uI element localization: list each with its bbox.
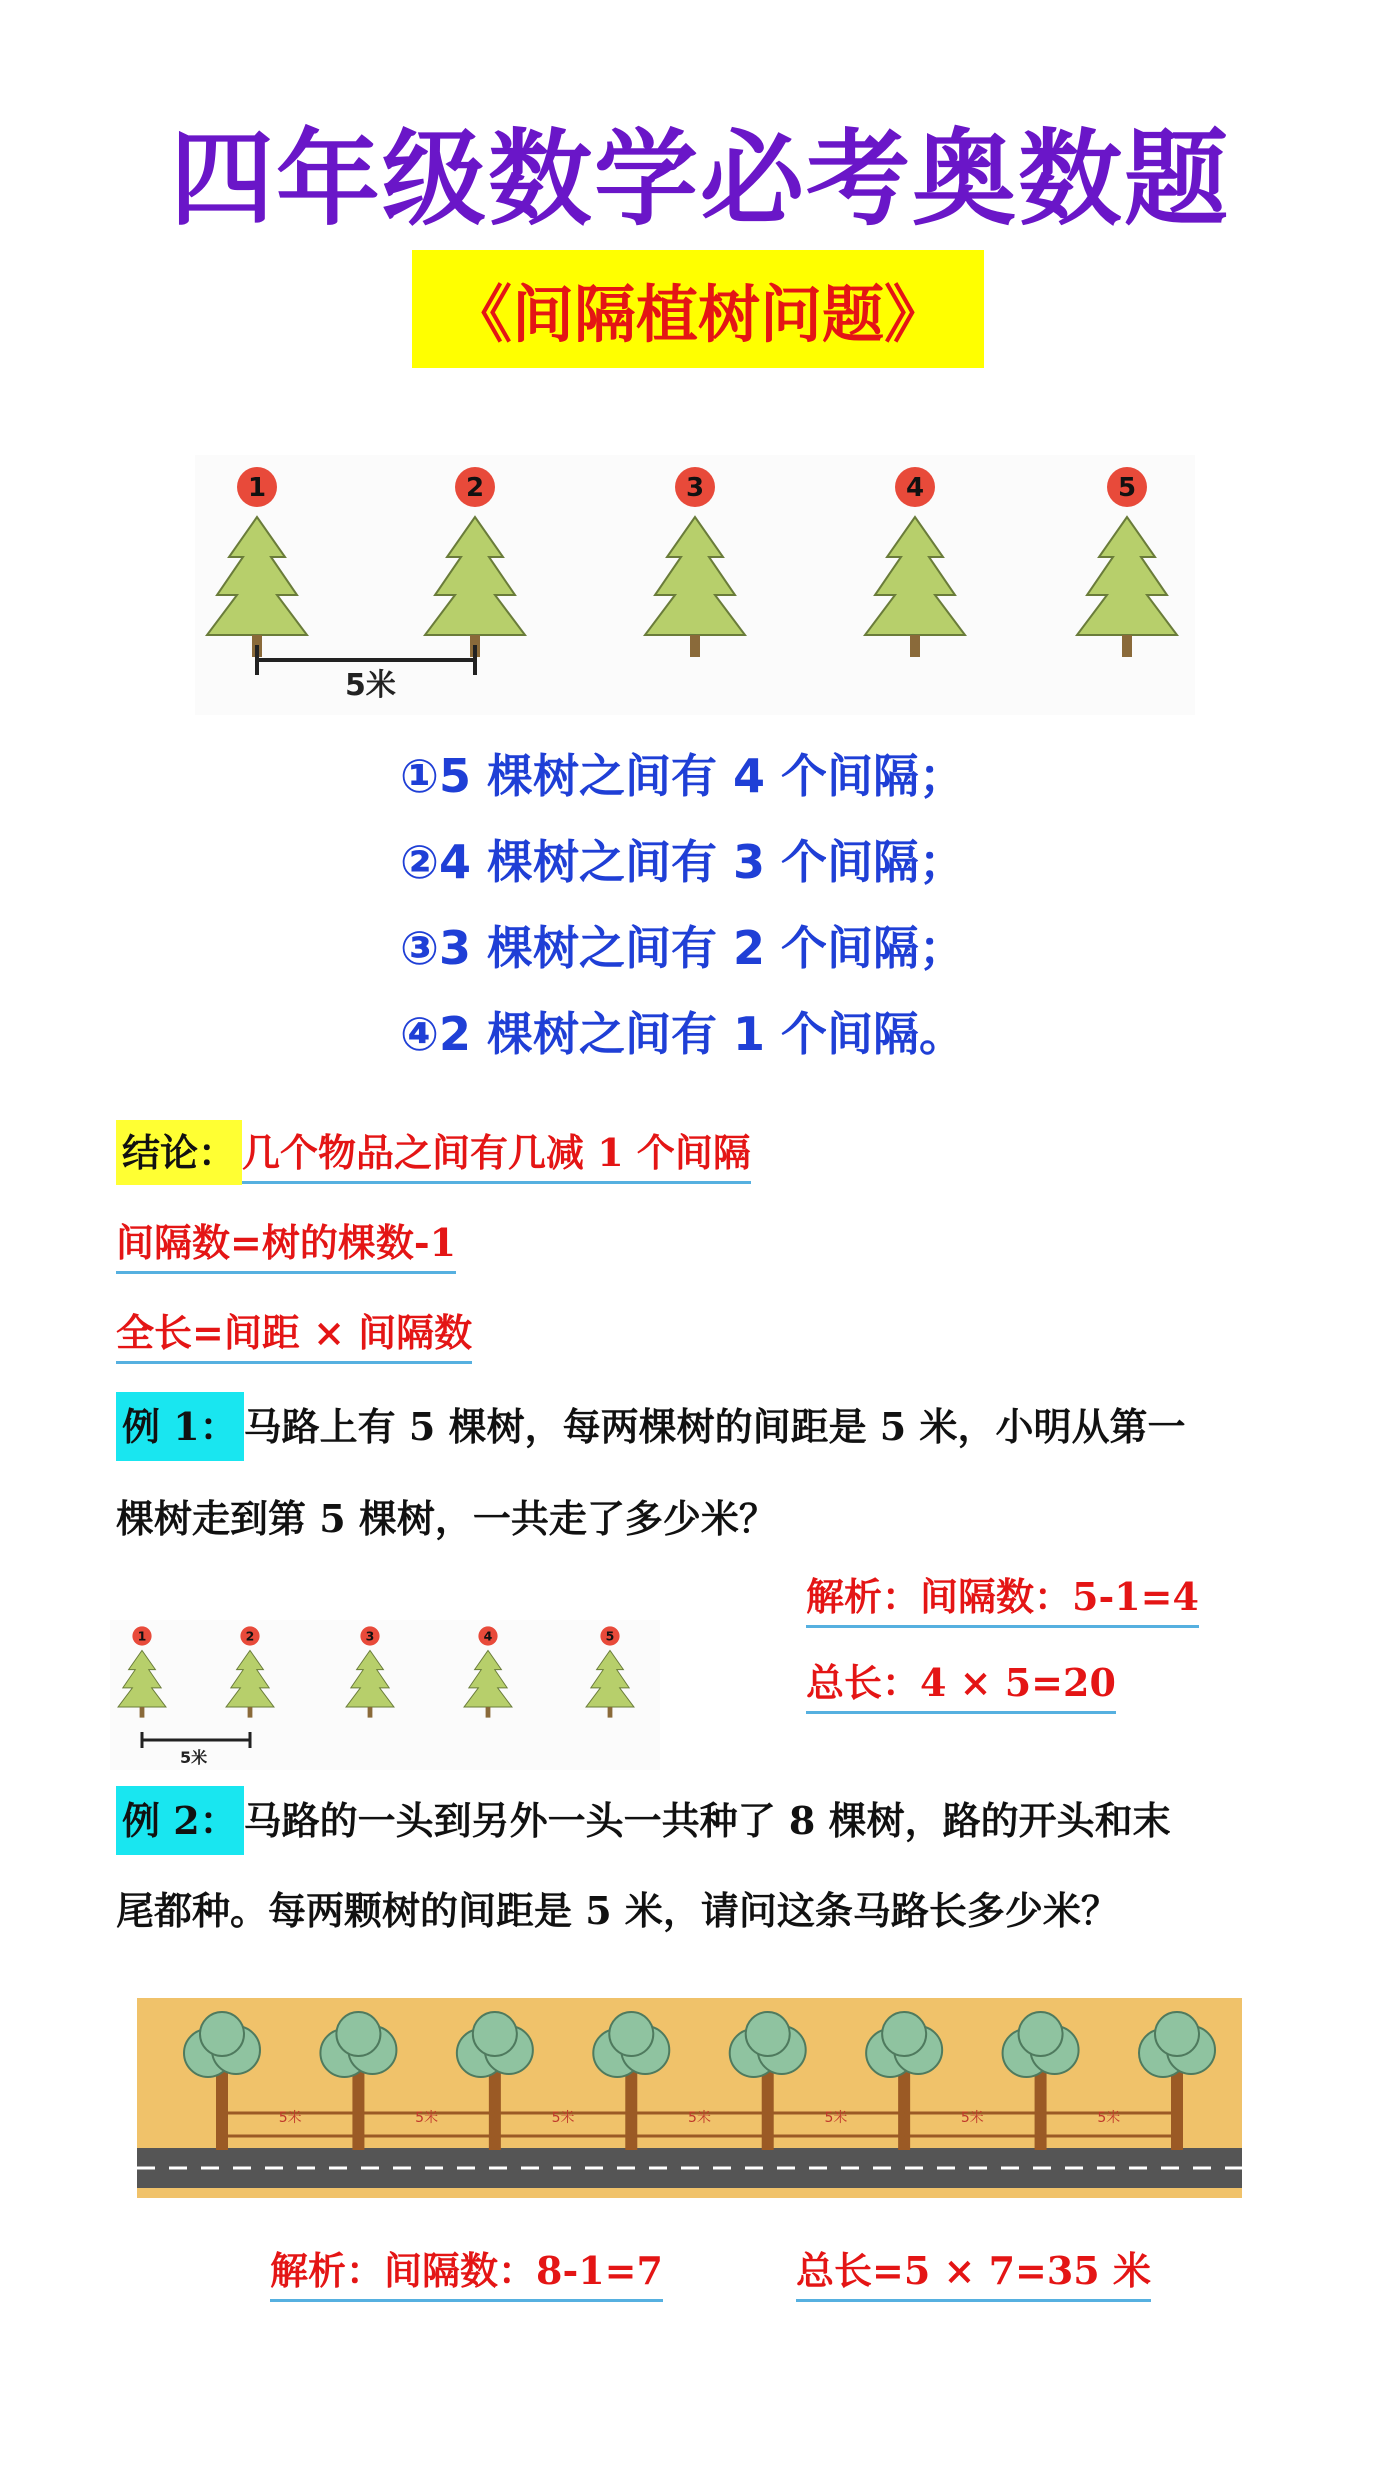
segment-label: 5米 xyxy=(278,2110,302,2126)
subtitle-banner xyxy=(412,250,984,368)
road-trees-figure xyxy=(137,1998,1242,2198)
tree-number: 4 xyxy=(905,473,925,503)
example1-total: 总长：4 × 5=20 xyxy=(806,1652,1116,1714)
example1-question-2: 棵树走到第 5 棵树，一共走了多少米？ xyxy=(116,1496,777,1541)
tree-number: 5 xyxy=(1117,473,1137,503)
example1-question-1: 马路上有 5 棵树，每两棵树的间距是 5 米，小明从第一 xyxy=(243,1404,1186,1449)
tree-number: 3 xyxy=(685,473,705,503)
tree-number: 2 xyxy=(245,1628,255,1644)
subtitle-text: 《间隔植树问题》 xyxy=(449,277,946,351)
tree-number: 4 xyxy=(483,1628,493,1644)
segment-label: 5米 xyxy=(551,2110,575,2126)
conclusion-label: 结论： xyxy=(116,1120,242,1185)
segment-label: 5米 xyxy=(960,2110,984,2126)
tree-number: 5 xyxy=(605,1628,615,1644)
example2-analysis: 解析：间隔数：8-1=7 xyxy=(270,2240,663,2302)
tree-number: 2 xyxy=(465,473,485,503)
interval-item-4: ④2 棵树之间有 1 个间隔。 xyxy=(400,1007,966,1061)
tree-number: 3 xyxy=(365,1628,375,1644)
tree-number: 1 xyxy=(137,1628,147,1644)
segment-label: 5米 xyxy=(824,2110,848,2126)
tree-number: 1 xyxy=(247,473,267,503)
example1-label: 例 1： xyxy=(116,1392,244,1461)
example2-total: 总长=5 × 7=35 米 xyxy=(796,2240,1151,2302)
interval-item-3: ③3 棵树之间有 2 个间隔； xyxy=(400,921,966,975)
conclusion-text: 几个物品之间有几减 1 个间隔 xyxy=(242,1130,751,1175)
formula-interval-count: 间隔数=树的棵数-1 xyxy=(116,1212,456,1274)
example2-question-2: 尾都种。每两颗树的间距是 5 米，请问这条马路长多少米？ xyxy=(116,1888,1119,1933)
page-title: 四年级数学必考奥数题 xyxy=(169,118,1230,240)
distance-label: 5米 xyxy=(345,668,396,703)
example1-analysis: 解析：间隔数：5-1=4 xyxy=(806,1566,1199,1628)
segment-label: 5米 xyxy=(1097,2110,1121,2126)
conclusion-line xyxy=(116,1122,751,1184)
example1-line1 xyxy=(116,1396,1185,1451)
example1-distance-label: 5米 xyxy=(180,1748,208,1767)
segment-label: 5米 xyxy=(688,2110,711,2126)
formula-total-length: 全长=间距 × 间隔数 xyxy=(116,1302,472,1364)
interval-item-2: ②4 棵树之间有 3 个间隔； xyxy=(400,835,966,889)
interval-item-1: ①5 棵树之间有 4 个间隔； xyxy=(400,749,966,803)
example2-question-1: 马路的一头到另外一头一共种了 8 棵树，路的开头和末 xyxy=(243,1798,1171,1843)
example2-line1 xyxy=(116,1790,1171,1845)
example1-trees-figure xyxy=(110,1620,660,1770)
segment-label: 5米 xyxy=(415,2110,439,2126)
example2-label: 例 2： xyxy=(116,1786,244,1855)
five-trees-figure xyxy=(195,455,1195,715)
